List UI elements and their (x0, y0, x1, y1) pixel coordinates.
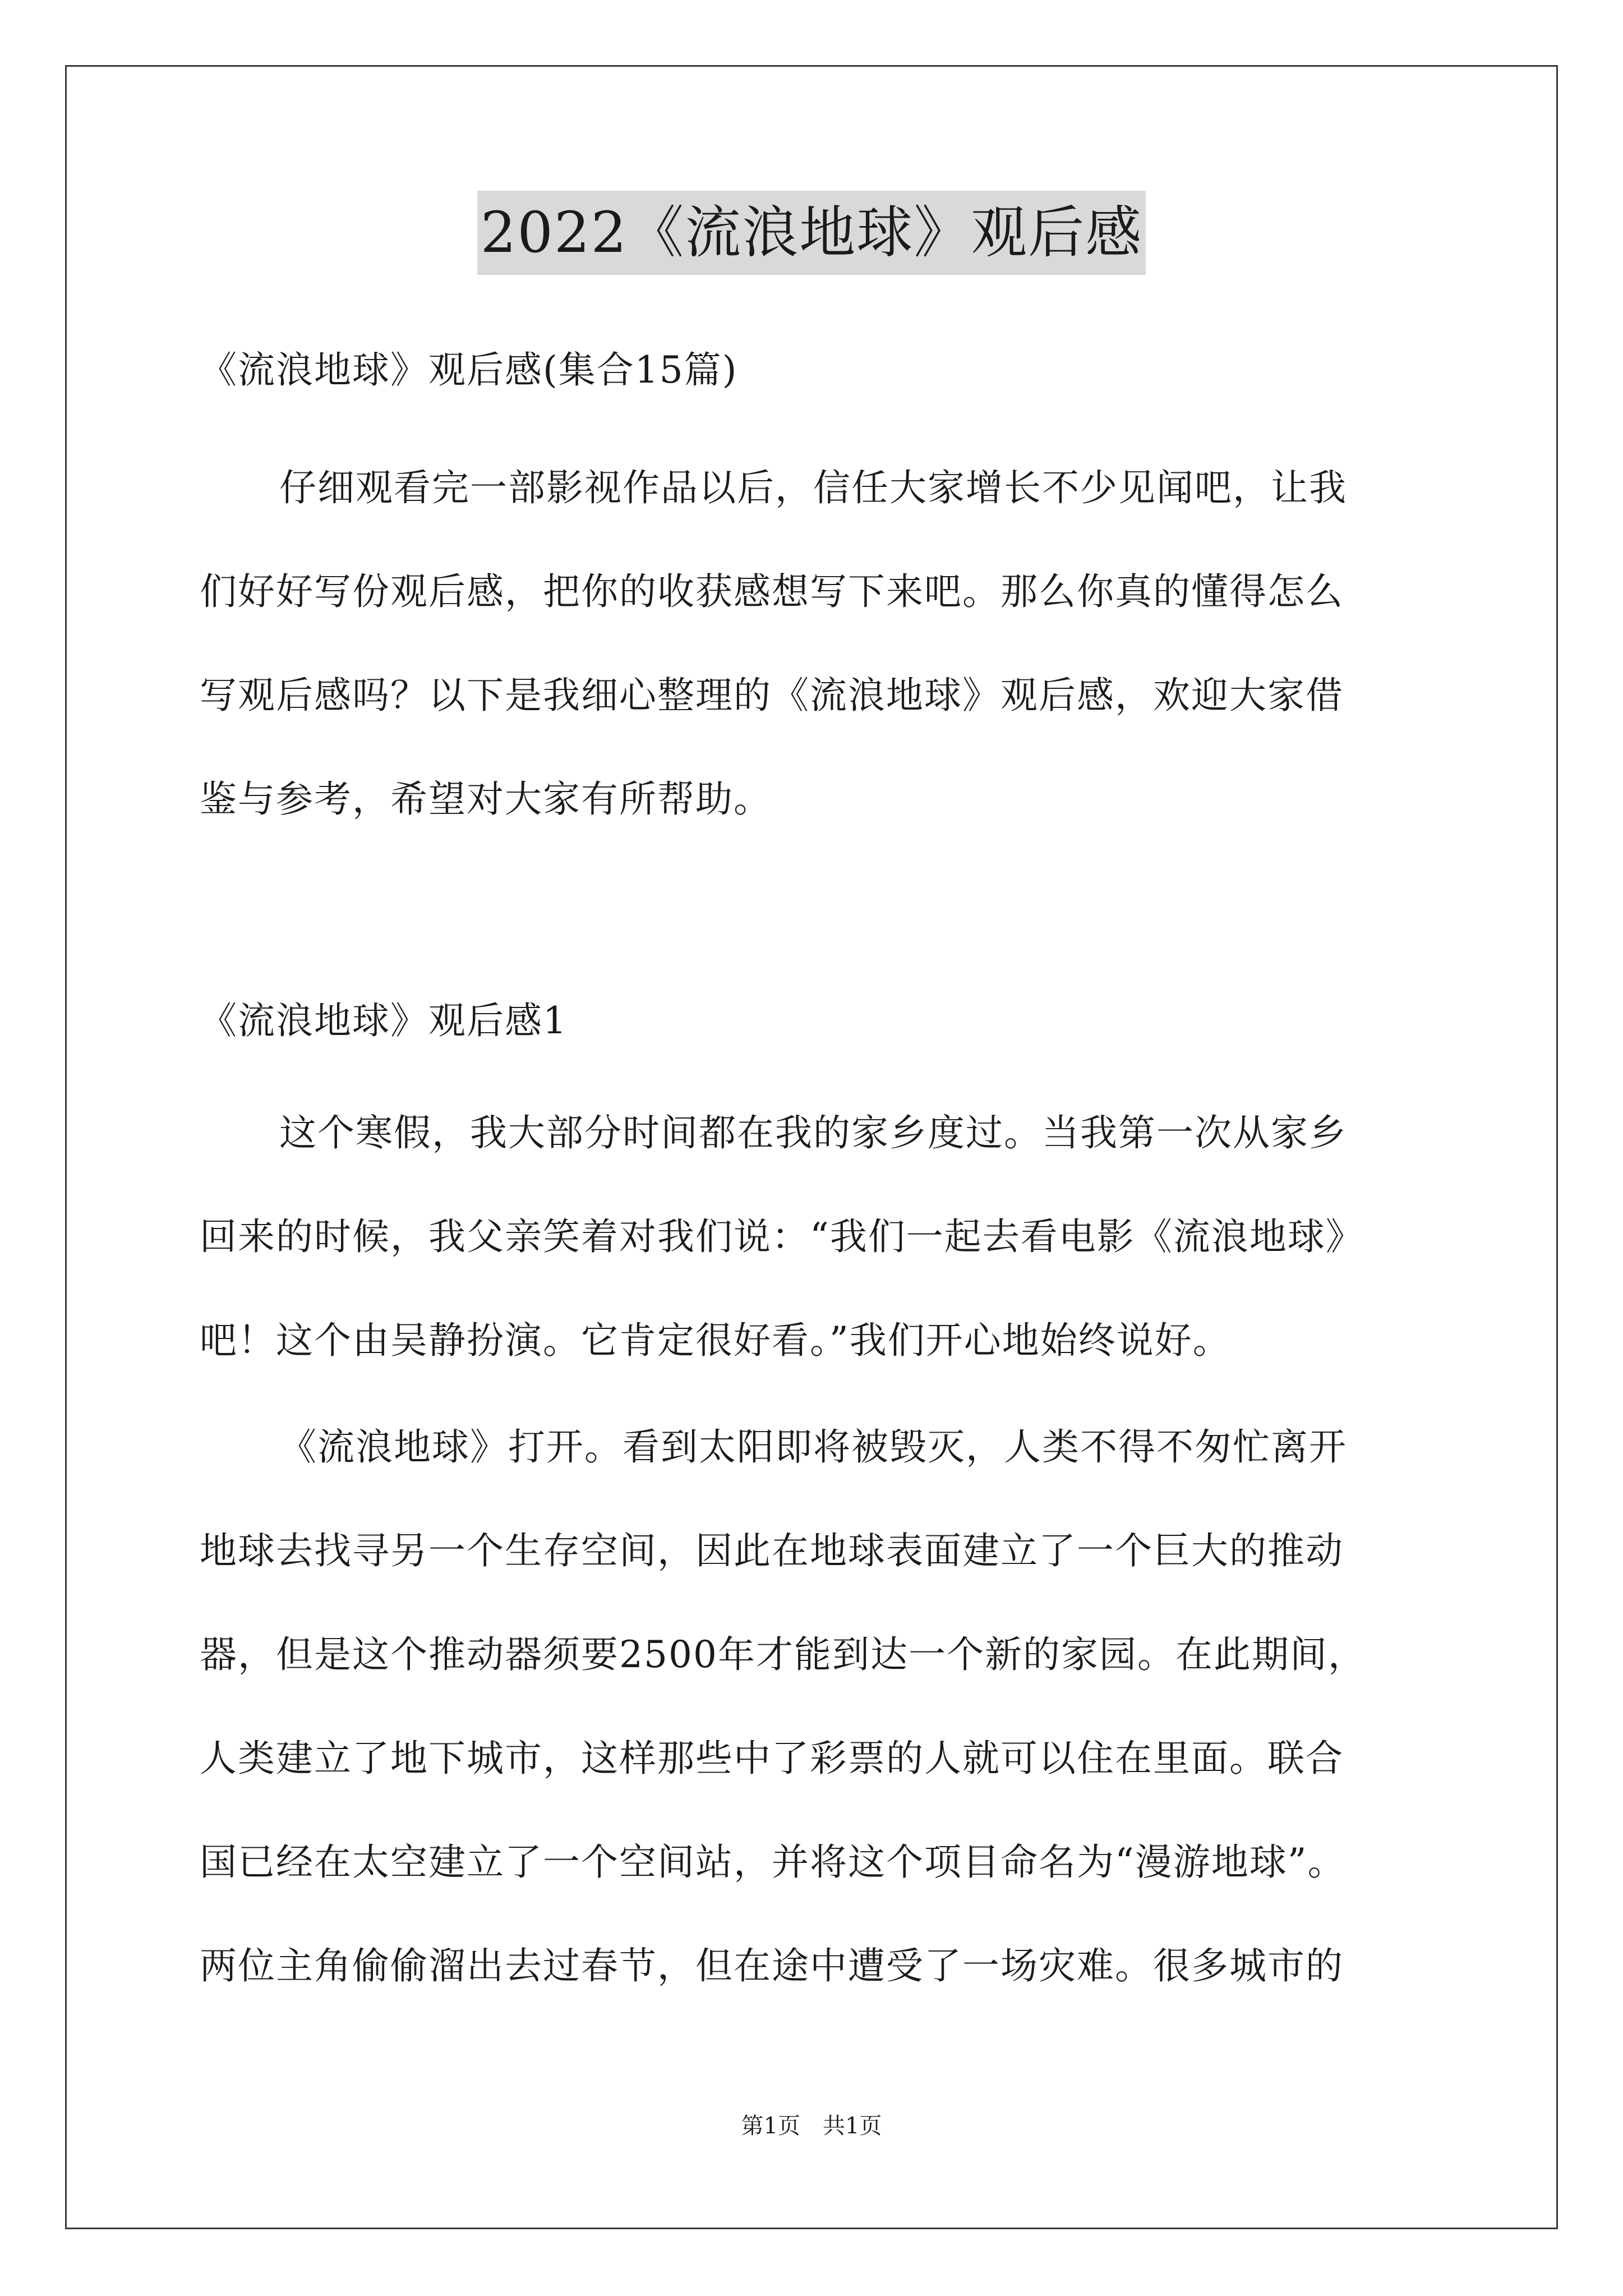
intro-line: 们好好写份观后感，把你的收获感想写下来吧。那么你真的懂得怎么 (200, 570, 1344, 613)
paragraph-line: 回来的时候，我父亲笑着对我们说：“我们一起去看电影《流浪地球》 (200, 1215, 1364, 1258)
paragraph-line: 这个寒假，我大部分时间都在我的家乡度过。当我第一次从家乡 (279, 1111, 1347, 1154)
title-container (0, 191, 1623, 275)
paragraph-line: 两位主角偷偷溜出去过春节，但在途中遭受了一场灾难。很多城市的 (200, 1944, 1344, 1987)
paragraph-line: 器，但是这个推动器须要2500年才能到达一个新的家园。在此期间， (200, 1633, 1366, 1676)
intro-line: 写观后感吗？以下是我细心整理的《流浪地球》观后感，欢迎大家借 (200, 674, 1344, 717)
paragraph-line: 地球去找寻另一个生存空间，因此在地球表面建立了一个巨大的推动 (200, 1529, 1344, 1572)
paragraph-line: 《流浪地球》打开。看到太阳即将被毁灭，人类不得不匆忙离开 (279, 1425, 1347, 1469)
section-heading: 《流浪地球》观后感1 (200, 999, 568, 1042)
paragraph-line: 国已经在太空建立了一个空间站，并将这个项目命名为“漫游地球”。 (200, 1841, 1346, 1884)
page-footer (0, 2109, 1623, 2143)
intro-line: 鉴与参考，希望对大家有所帮助。 (200, 777, 772, 821)
intro-line: 仔细观看完一部影视作品以后，信任大家增长不少见闻吧，让我 (279, 466, 1347, 509)
document-title: 2022《流浪地球》观后感 (477, 191, 1146, 275)
paragraph-line: 人类建立了地下城市，这样那些中了彩票的人就可以住在里面。联合 (200, 1737, 1344, 1780)
page-number: 第1页 共1页 (741, 2113, 882, 2139)
subtitle: 《流浪地球》观后感(集合15篇) (200, 348, 738, 392)
paragraph-line: 吧！这个由吴静扮演。它肯定很好看。”我们开心地始终说好。 (200, 1319, 1231, 1362)
